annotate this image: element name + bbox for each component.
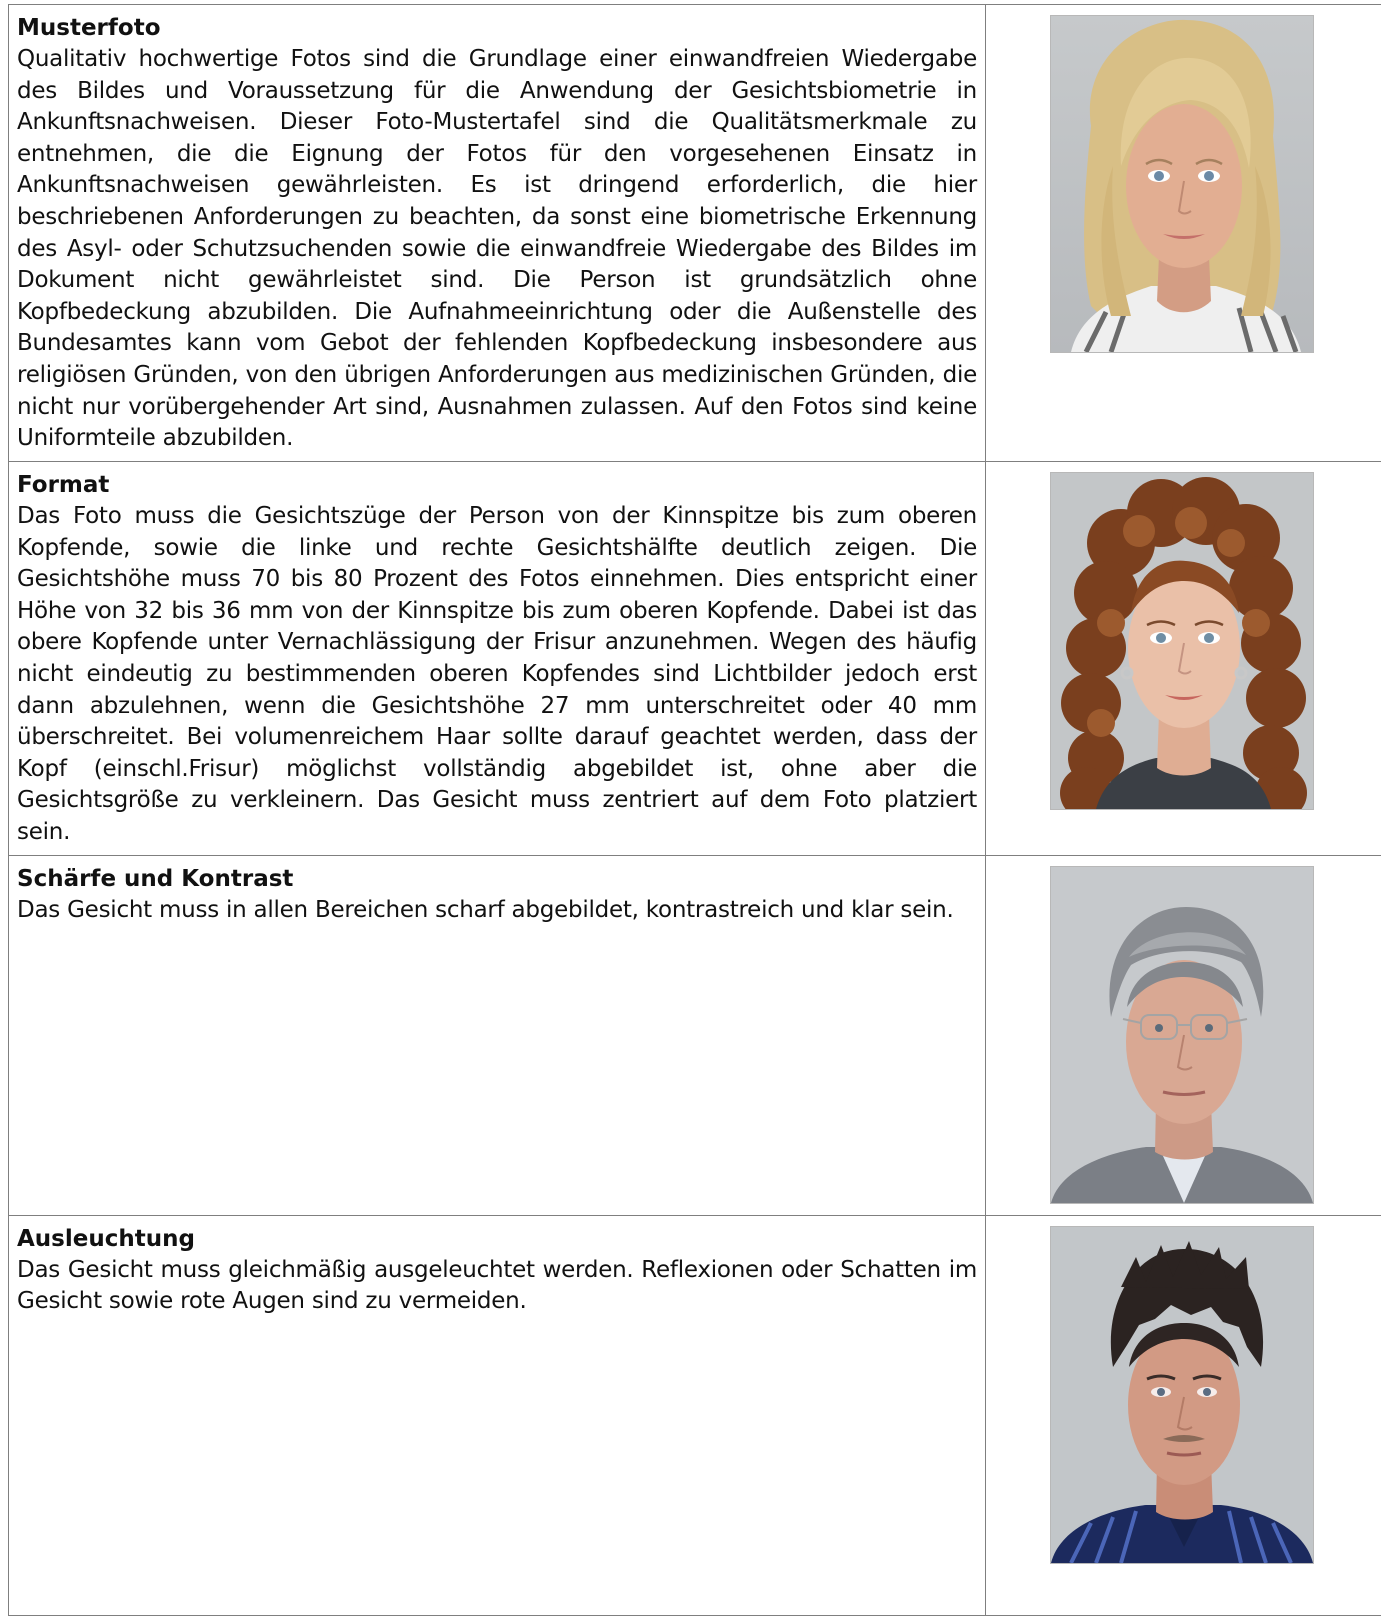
text-cell <box>9 5 986 462</box>
section-body: Das Gesicht muss in allen Bereichen scharf abgebildet, kontrastreich und klar sein. <box>17 895 977 927</box>
text-cell <box>9 855 986 1215</box>
photo-cell <box>986 855 1381 1215</box>
photo-requirements-table <box>8 4 1381 1616</box>
photo-cell <box>986 462 1381 856</box>
portrait-image <box>1051 473 1313 809</box>
table-row <box>9 855 1381 1215</box>
text-cell <box>9 462 986 856</box>
section-body: Das Gesicht muss gleichmäßig ausgeleuchtet werden. Reflexionen oder Schatten im Gesicht sowie rote Augen sind zu vermeiden. <box>17 1255 977 1318</box>
table-row <box>9 462 1381 856</box>
section-body: Qualitativ hochwertige Fotos sind die Grundlage einer einwandfreien Wiedergabe des Bildes und Voraussetzung für die Anwendung der Gesichtsbiometrie in Ankunftsnachweisen. Dieser Foto-Mustertafel sind die Qualitätsmerkmale zu entnehmen, die die Eignung der Fotos für den vorgesehenen Einsatz in Ankunftsnachweisen gewährleisten. Es ist dringend erforderlich, die hier beschriebenen Anforderungen zu beachten, da sonst eine biometrische Erkennung des Asyl- oder Schutzsuchenden sowie die einwandfreie Wiedergabe des Bildes im Dokument nicht gewährleistet sind. Die Person ist grundsätzlich ohne Kopfbedeckung abzubilden. Die Aufnahmeeinrichtung oder die Außenstelle des Bundesamtes kann vom Gebot der fehlenden Kopfbedeckung insbesondere aus religiösen Gründen, von den übrigen Anforderungen aus medizinischen Gründen, die nicht nur vorübergehender Art sind, Ausnahmen zulassen. Auf den Fotos sind keine Uniformteile abzubilden. <box>17 44 977 455</box>
sample-photo-man-dark-hair <box>1050 1226 1314 1564</box>
text-cell <box>9 1215 986 1615</box>
section-title: Ausleuchtung <box>17 1224 977 1255</box>
sample-photo-curly-haired-woman <box>1050 472 1314 810</box>
table-row <box>9 5 1381 462</box>
section-title: Musterfoto <box>17 13 977 44</box>
photo-cell <box>986 1215 1381 1615</box>
sample-photo-man-with-glasses <box>1050 866 1314 1204</box>
section-body: Das Foto muss die Gesichtszüge der Person von der Kinnspitze bis zum oberen Kopfende, sowie die linke und rechte Gesichtshälfte deutlich zeigen. Die Gesichtshöhe muss 70 bis 80 Prozent des Fotos einnehmen. Dies entspricht einer Höhe von 32 bis 36 mm von der Kinnspitze bis zum oberen Kopfende. Dabei ist das obere Kopfende unter Vernachlässigung der Frisur anzunehmen. Wegen des häufig nicht eindeutig zu bestimmenden oberen Kopfendes sind Lichtbilder jedoch erst dann abzulehnen, wenn die Gesichtshöhe 27 mm unterschreitet oder 40 mm überschreitet. Bei volumenreichem Haar sollte darauf geachtet werden, dass der Kopf (einschl.Frisur) möglichst vollständig abgebildet ist, ohne aber die Gesichtsgröße zu verkleinern. Das Gesicht muss zentriert auf dem Foto platziert sein. <box>17 501 977 849</box>
section-title: Schärfe und Kontrast <box>17 864 977 895</box>
sample-photo-blonde-woman <box>1050 15 1314 353</box>
table-row <box>9 1215 1381 1615</box>
portrait-image <box>1051 867 1313 1203</box>
portrait-image <box>1051 1227 1313 1563</box>
photo-cell <box>986 5 1381 462</box>
section-title: Format <box>17 470 977 501</box>
portrait-image <box>1051 16 1313 352</box>
